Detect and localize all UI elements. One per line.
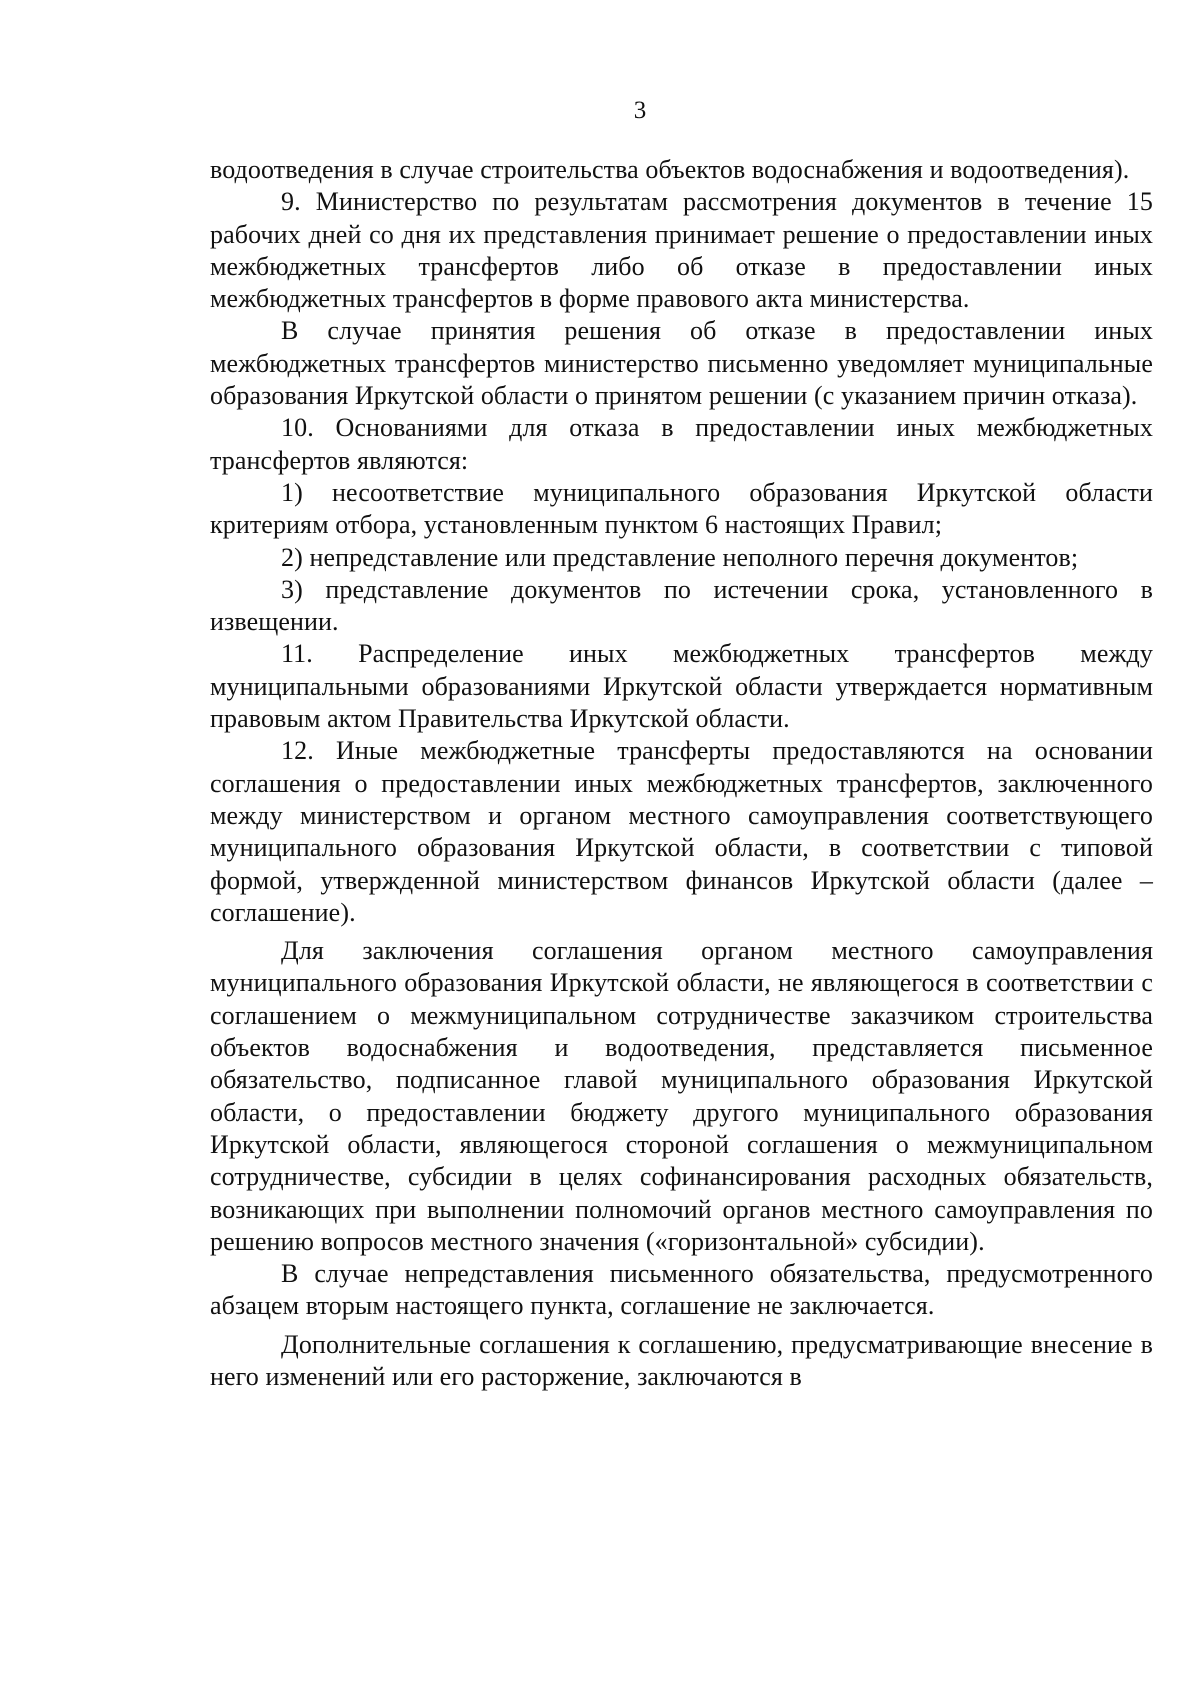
paragraph-subitem-2: 2) непредставление или представление неполного перечня документов;	[281, 542, 1079, 572]
paragraph-additional-agreements: Дополнительные соглашения к соглашению, предусматривающие внесение в него изменений или его расторжение, заключаются в	[210, 1329, 1153, 1391]
paragraph-item-11: 11. Распределение иных межбюджетных трансфертов между муниципальными образованиями Иркутской области утверждается нормативным правовым актом Правительства Иркутской области.	[210, 639, 1153, 734]
paragraph-agreement-conditions: Для заключения соглашения органом местного самоуправления муниципального образования Иркутской области, не являющегося в соответствии с соглашением о межмуниципальном сотрудничестве заказчиком строительства объектов водоснабжения и водоотведения, представляется письменное обязательство, подписанное главой муниципального образования Иркутской области, о предоставлении бюджету другого муниципального образования Иркутской области, являющегося стороной соглашения о межмуниципальном сотрудничестве, субсидии в целях софинансирования расходных обязательств, возникающих при выполнении полномочий органов местного самоуправления по решению вопросов местного значения («горизонтальной» субсидии).	[210, 936, 1153, 1256]
paragraph-item-9: 9. Министерство по результатам рассмотрения документов в течение 15 рабочих дней со дня их представления принимает решение о предоставлении иных межбюджетных трансфертов либо об отказе в предоставлении иных межбюджетных трансфертов в форме правового акта министерства.	[210, 187, 1153, 314]
page-number: 3	[633, 97, 647, 124]
paragraph-refusal-notice: В случае принятия решения об отказе в предоставлении иных межбюджетных трансфертов министерство письменно уведомляет муниципальные образования Иркутской области о принятом решении (с указанием причин отказа).	[210, 316, 1153, 411]
paragraph-subitem-3: 3) представление документов по истечении срока, установленного в извещении.	[210, 574, 1153, 637]
document-body	[210, 154, 1153, 1393]
paragraph-subitem-1: 1) несоответствие муниципального образования Иркутской области критериям отбора, установленным пунктом 6 настоящих Правил;	[210, 477, 1153, 540]
paragraph-continuation: водоотведения в случае строительства объектов водоснабжения и водоотведения).	[210, 155, 1130, 184]
paragraph-item-10: 10. Основаниями для отказа в предоставлении иных межбюджетных трансфертов являются:	[210, 413, 1153, 475]
paragraph-item-12: 12. Иные межбюджетные трансферты предоставляются на основании соглашения о предоставлении иных межбюджетных трансфертов, заключенного между министерством и органом местного самоуправления соответствующего муниципального образования Иркутской области, в соответствии с типовой формой, утвержденной министерством финансов Иркутской области (далее – соглашение).	[210, 736, 1153, 927]
paragraph-nonconclusion: В случае непредставления письменного обязательства, предусмотренного абзацем вторым настоящего пункта, соглашение не заключается.	[210, 1259, 1153, 1321]
